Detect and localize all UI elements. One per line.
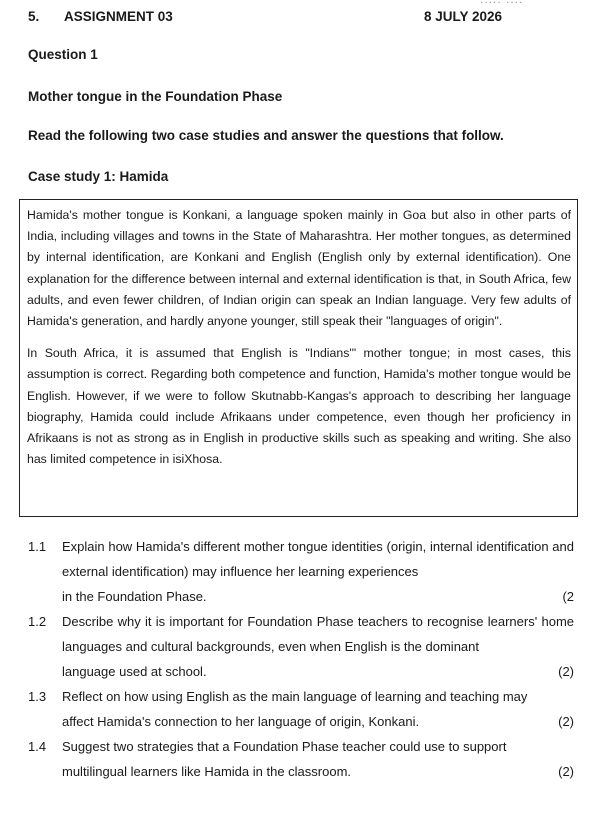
question-text: Explain how Hamida's different mother tongue identities (origin, internal identification and external identification) may influence her learning experiences: [62, 539, 574, 579]
case-study-box: [19, 199, 578, 517]
question-title: Question 1: [28, 47, 98, 62]
question-item: [28, 684, 574, 734]
question-marks: (2): [558, 714, 574, 729]
question-item: [28, 534, 574, 609]
faded-top-text: [480, 0, 523, 6]
question-list: [28, 534, 574, 784]
question-item: [28, 734, 574, 784]
case-paragraph-1: Hamida's mother tongue is Konkani, a language spoken mainly in Goa but also in other parts of India, including villages and towns in the State of Maharashtra. Her mother tongues, as determined by internal identification, are Konkani and English (English only by external identification). One explanation for the difference between internal and external identification is that, in South Africa, few adults, and even fewer children, of Indian origin can speak an Indian language. Very few adults of Hamida's generation, and hardly anyone younger, still speak their "languages of origin".: [27, 208, 571, 329]
question-text: Suggest two strategies that a Foundation Phase teacher could use to support: [62, 739, 507, 754]
case-paragraph-2: In South Africa, it is assumed that English is "Indians'" mother tongue; in most cases, this assumption is correct. Regarding both competence and function, Hamida's mother tongue would be English. However, if we were to follow Skutnabb-Kangas's approach to describing her language biography, Hamida could include Afrikaans under competence, even though her proficiency in Afrikaans is not as strong as in English in productive skills such as speaking and writing. She also has limited competence in isiXhosa.: [27, 346, 571, 467]
question-marks: (2): [558, 664, 574, 679]
question-marks: (2): [558, 764, 574, 779]
due-date: 8 JULY 2026: [424, 9, 503, 24]
assignment-title: ASSIGNMENT 03: [64, 9, 173, 24]
instruction-text: Read the following two case studies and answer the questions that follow.: [28, 128, 504, 143]
question-marks: (2: [562, 589, 574, 604]
question-text-end: affect Hamida's connection to her language of origin, Konkani.: [62, 714, 420, 729]
topic-heading: Mother tongue in the Foundation Phase: [28, 89, 283, 104]
question-text-end: in the Foundation Phase.: [62, 589, 207, 604]
question-item: [28, 609, 574, 684]
question-number: 1.2: [28, 614, 47, 629]
case-study-title: Case study 1: Hamida: [28, 169, 169, 184]
question-text: Describe why it is important for Foundation Phase teachers to recognise learners' home languages and cultural backgrounds, even when English is the dominant: [62, 614, 574, 654]
question-text: Reflect on how using English as the main language of learning and teaching may: [62, 689, 528, 704]
question-number: 1.4: [28, 739, 47, 754]
question-number: 1.3: [28, 689, 47, 704]
question-text-end: language used at school.: [62, 664, 207, 679]
question-number: 1.1: [28, 539, 47, 554]
document-header: [28, 9, 548, 27]
section-number: 5.: [28, 9, 40, 24]
question-text-end: multilingual learners like Hamida in the classroom.: [62, 764, 352, 779]
